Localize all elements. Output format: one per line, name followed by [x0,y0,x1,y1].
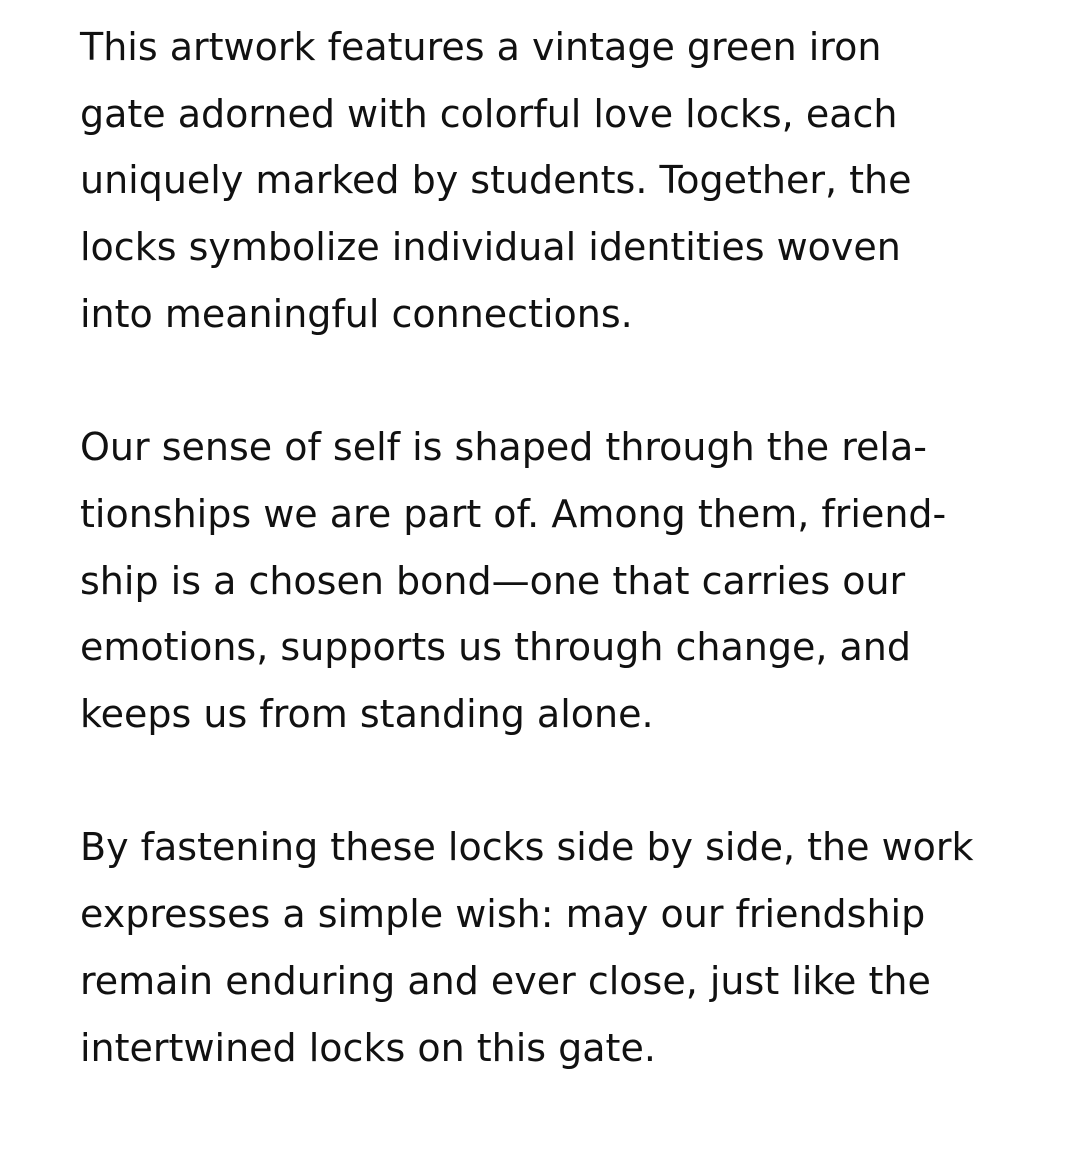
paragraph-wish [80,814,1010,1081]
text-line: By fastening these locks side by side, the work [80,825,974,870]
text-line: This artwork features a vintage green iron [80,25,882,69]
text-line: into meaningful connections. [80,291,633,336]
text-line: gate adorned with colorful love locks, each [80,91,898,136]
text-line: expresses a simple wish: may our friendship [80,892,926,937]
paragraph-friendship [80,414,1010,748]
text-line: uniquely marked by students. Together, the [80,158,912,203]
text-line: intertwined locks on this gate. [80,1025,656,1070]
text-line: emotions, supports us through change, and [80,625,912,670]
text-line: tionships we are part of. Among them, friend- [80,491,947,536]
text-line: keeps us from standing alone. [80,692,654,737]
text-line: Our sense of self is shaped through the rela- [80,425,927,470]
text-line: ship is a chosen bond—one that carries our [80,558,906,603]
text-line: remain enduring and ever close, just like the [80,958,931,1003]
text-line: locks symbolize individual identities woven [80,225,901,270]
paragraph-artwork-intro [80,14,1010,348]
